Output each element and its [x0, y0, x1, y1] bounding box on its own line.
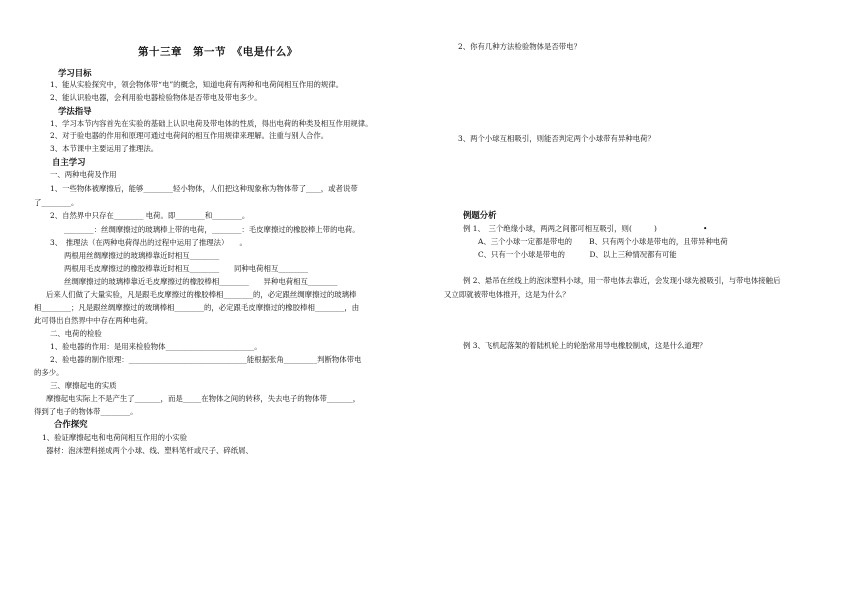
- s1-q3: 3、 推理法（在两种电荷得出的过程中运用了推理法） 。: [50, 238, 247, 247]
- s1-para-3: 此可得出自然界中中存在两种电荷。: [34, 316, 153, 325]
- s1-para-1: 后来人们做了大量实验，凡是跟毛皮摩擦过的橡胶棒相________的，必定跟丝绸摩擦过的玻璃棒: [46, 290, 357, 299]
- right-q2: 2、你有几种方法检验物体是否带电？: [458, 42, 581, 51]
- s3-para-2: 得到了电子的物体带________。: [34, 407, 138, 416]
- s1-q2-line2: ________：丝绸摩擦过的玻璃棒上带的电荷，________：毛皮摩擦过的橡胶棒上带的电荷。: [64, 225, 360, 234]
- section-3-title: 三、摩擦起电的实质: [50, 381, 117, 390]
- s1-reason-2: 两根用毛皮摩擦过的橡胶棒靠近时相互________ 同种电荷相互________: [64, 264, 308, 273]
- example-2-line2: 又立即就被带电体推开，这是为什么？: [444, 290, 570, 299]
- s2-q2-line2: 的多少。: [34, 368, 64, 377]
- s1-reason-1: 两根用丝绸摩擦过的玻璃棒靠近时相互________: [64, 251, 220, 260]
- method-3: 3、本节课中主要运用了推理法。: [50, 144, 159, 153]
- example-heading: 例题分析: [463, 210, 497, 220]
- section-1-title: 一、两种电荷及作用: [50, 170, 117, 179]
- s1-para-2: 相________；凡是跟丝绸摩擦过的玻璃棒相________的，必定跟毛皮摩擦过的橡胶棒相________，由: [34, 303, 360, 312]
- coop-equipment: 器材：泡沫塑料搓成两个小球、线、塑料笔杆或尺子、碎纸屑、: [46, 446, 253, 455]
- s1-q1-line2: 了________。: [34, 198, 79, 207]
- method-2: 2、对于验电器的作用和原理可通过电荷间的相互作用规律来理解。注重与别人合作。: [50, 131, 329, 140]
- s1-q1-line1: 1、一些物体被摩擦后，能够________轻小物体，人们把这种现象称为物体带了____，或者说带: [50, 184, 358, 193]
- s2-q1: 1、验电器的作用：是用来检验物体________________________。: [50, 342, 262, 351]
- bullet-dot: •: [703, 224, 708, 233]
- s3-para-1: 摩擦起电实际上不是产生了_______，而是_____在物体之间的转移，失去电子的物体带_______，: [46, 394, 361, 403]
- example-2-line1: 例 2、悬吊在丝线上的泡沫塑料小球，用一带电体去靠近，会发现小球先被吸引，与带电体接触后: [463, 276, 781, 285]
- method-heading: 学法指导: [58, 106, 92, 116]
- example-3: 例 3、飞机起落架的着陆机轮上的轮胎常用导电橡胶制成，这是什么道理？: [463, 341, 707, 350]
- example-1-options-cd: C、只有一个小球是带电的 D、以上三种情况都有可能: [478, 250, 677, 259]
- example-1-options-ab: A、三个小球一定都是带电的 B、只有两个小球是带电的，且带异种电荷: [478, 237, 728, 246]
- example-1: 例 1、 三个绝缘小球，两两之间都可相互吸引，则( ): [463, 224, 657, 233]
- goal-1: 1、能从实验探究中，领会物体带“电”的概念，知道电荷有两种和电荷间相互作用的规律。: [50, 80, 344, 89]
- method-1: 1、学习本节内容首先在实验的基础上认识电荷及带电体的性质，得出电荷的种类及相互作用规律。: [50, 119, 373, 128]
- self-study-heading: 自主学习: [52, 157, 86, 167]
- page-title: 第十三章 第一节 《电是什么》: [138, 46, 298, 58]
- right-q3: 3、两个小球互相吸引，则能否判定两个小球带有异种电荷？: [458, 134, 655, 143]
- section-2-title: 二、电荷的检验: [50, 329, 102, 338]
- s2-q2-line1: 2、验电器的制作原理：________________________________能根据张角_________判断物体带电: [50, 355, 362, 364]
- goals-heading: 学习目标: [58, 68, 92, 78]
- s1-reason-3: 丝绸摩擦过的玻璃棒靠近毛皮摩擦过的橡胶棒相________ 异种电荷相互________: [64, 277, 338, 286]
- cooperation-heading: 合作探究: [54, 419, 88, 429]
- s1-q2-line1: 2、自然界中只存在________ 电荷。即________和________。: [50, 211, 250, 220]
- goal-2: 2、能认识验电器，会利用验电器检验物体是否带电及带电多少。: [50, 93, 262, 102]
- coop-item-1: 1、验证摩擦起电和电荷间相互作用的小实验: [42, 433, 188, 442]
